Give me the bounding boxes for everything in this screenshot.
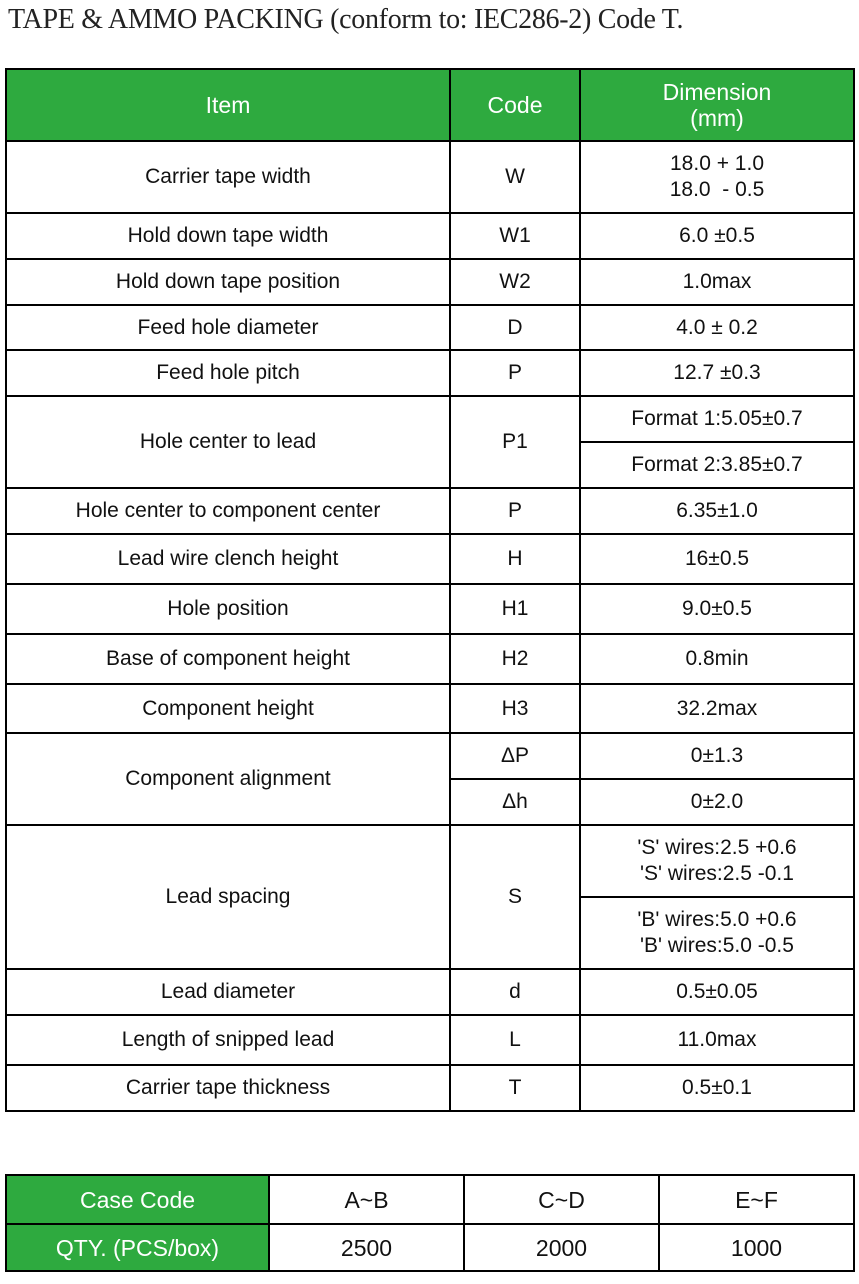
dimension-cell: Format 1:5.05±0.7 <box>580 396 854 442</box>
code-cell: P <box>450 488 580 534</box>
table-row <box>6 259 854 305</box>
header-item: Item <box>6 69 450 141</box>
table-row <box>6 969 854 1015</box>
dimension-cell: 16±0.5 <box>580 534 854 584</box>
quantity-table <box>5 1174 855 1272</box>
dimension-cell: 6.0 ±0.5 <box>580 213 854 259</box>
table-row <box>6 684 854 733</box>
table-row <box>6 305 854 350</box>
item-cell: Feed hole diameter <box>6 305 450 350</box>
table-row <box>6 825 854 897</box>
qty-cell: 2500 <box>269 1224 464 1271</box>
item-cell: Hole center to lead <box>6 396 450 488</box>
dimension-line: 'S' wires:2.5 -0.1 <box>640 862 794 885</box>
dimension-cell: 6.35±1.0 <box>580 488 854 534</box>
header-dimension <box>580 69 854 141</box>
code-cell: ΔP <box>450 733 580 779</box>
item-cell: Lead wire clench height <box>6 534 450 584</box>
qty-row <box>6 1224 854 1271</box>
code-cell: H2 <box>450 634 580 684</box>
qty-cell: 1000 <box>659 1224 854 1271</box>
table-row <box>6 733 854 779</box>
case-code-label: Case Code <box>6 1175 269 1224</box>
code-cell: W1 <box>450 213 580 259</box>
dimension-line: 'B' wires:5.0 -0.5 <box>640 934 794 957</box>
code-cell: H <box>450 534 580 584</box>
case-code-cell: C~D <box>464 1175 659 1224</box>
table-header-row <box>6 69 854 141</box>
code-cell: L <box>450 1015 580 1065</box>
item-cell: Carrier tape thickness <box>6 1065 450 1111</box>
dimension-cell: 0.5±0.1 <box>580 1065 854 1111</box>
dimension-cell: 32.2max <box>580 684 854 733</box>
table-row <box>6 584 854 634</box>
header-code: Code <box>450 69 580 141</box>
item-cell: Component alignment <box>6 733 450 825</box>
code-cell: W <box>450 141 580 213</box>
dimension-cell: 0.8min <box>580 634 854 684</box>
dimension-cell <box>580 897 854 969</box>
table-row <box>6 488 854 534</box>
code-cell: T <box>450 1065 580 1111</box>
qty-cell: 2000 <box>464 1224 659 1271</box>
table-row <box>6 534 854 584</box>
code-cell: H3 <box>450 684 580 733</box>
table-row <box>6 396 854 442</box>
item-cell: Hole center to component center <box>6 488 450 534</box>
dimension-cell: 0±2.0 <box>580 779 854 825</box>
dimension-cell <box>580 141 854 213</box>
table-row <box>6 634 854 684</box>
table-row <box>6 141 854 213</box>
page-title: TAPE & AMMO PACKING (conform to: IEC286-2) Code T. <box>8 4 684 35</box>
item-cell: Feed hole pitch <box>6 350 450 396</box>
item-cell: Hold down tape position <box>6 259 450 305</box>
code-cell: W2 <box>450 259 580 305</box>
dimension-line: 'S' wires:2.5 +0.6 <box>637 836 797 859</box>
table-row <box>6 350 854 396</box>
item-cell: Base of component height <box>6 634 450 684</box>
item-cell: Length of snipped lead <box>6 1015 450 1065</box>
dimension-cell <box>580 825 854 897</box>
code-cell: d <box>450 969 580 1015</box>
item-cell: Lead diameter <box>6 969 450 1015</box>
code-cell: Δh <box>450 779 580 825</box>
dimension-cell: Format 2:3.85±0.7 <box>580 442 854 488</box>
case-code-cell: A~B <box>269 1175 464 1224</box>
table-row <box>6 1015 854 1065</box>
code-cell: H1 <box>450 584 580 634</box>
dimension-cell: 0±1.3 <box>580 733 854 779</box>
qty-label: QTY. (PCS/box) <box>6 1224 269 1271</box>
packing-spec-table <box>5 68 855 1112</box>
dimension-cell: 1.0max <box>580 259 854 305</box>
dimension-cell: 0.5±0.05 <box>580 969 854 1015</box>
code-cell: P <box>450 350 580 396</box>
item-cell: Hold down tape width <box>6 213 450 259</box>
dimension-line: 'B' wires:5.0 +0.6 <box>637 908 797 931</box>
dimension-line: 18.0 + 1.0 <box>670 152 764 175</box>
code-cell: P1 <box>450 396 580 488</box>
header-dimension-line2: (mm) <box>690 105 744 131</box>
dimension-cell: 9.0±0.5 <box>580 584 854 634</box>
case-code-cell: E~F <box>659 1175 854 1224</box>
case-code-row <box>6 1175 854 1224</box>
header-dimension-line1: Dimension <box>662 79 772 105</box>
item-cell: Hole position <box>6 584 450 634</box>
item-cell: Carrier tape width <box>6 141 450 213</box>
code-cell: D <box>450 305 580 350</box>
item-cell: Component height <box>6 684 450 733</box>
code-cell: S <box>450 825 580 969</box>
dimension-cell: 11.0max <box>580 1015 854 1065</box>
table-row <box>6 1065 854 1111</box>
dimension-cell: 4.0 ± 0.2 <box>580 305 854 350</box>
dimension-cell: 12.7 ±0.3 <box>580 350 854 396</box>
table-row <box>6 213 854 259</box>
dimension-line: 18.0 - 0.5 <box>669 178 765 201</box>
item-cell: Lead spacing <box>6 825 450 969</box>
